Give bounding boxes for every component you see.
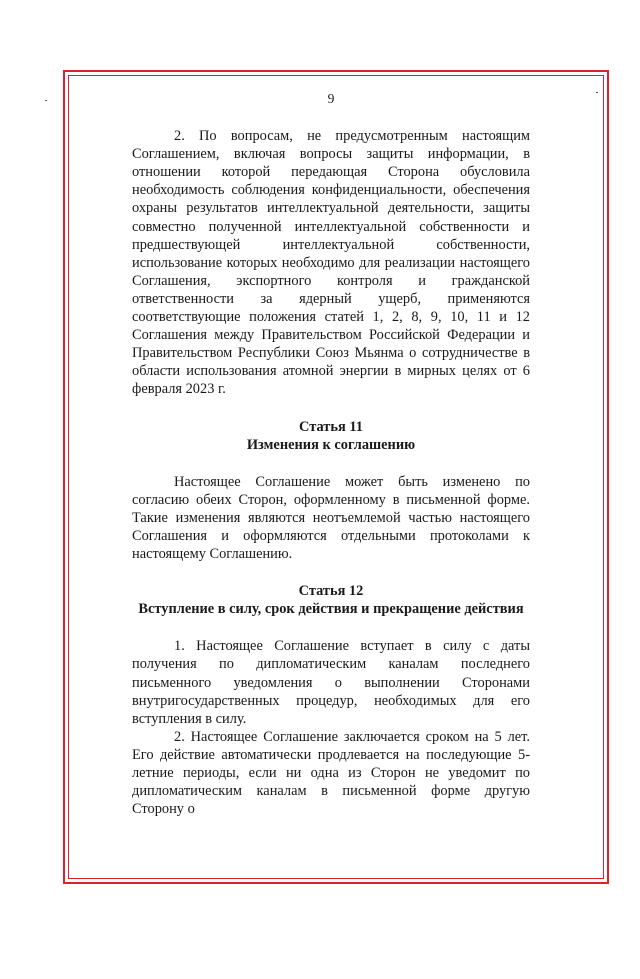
article-11-number: Статья 11	[299, 418, 363, 435]
article-12-title: Вступление в силу, срок действия и прекращение действия	[138, 601, 524, 618]
article-12-paragraph-2: 2. Настоящее Соглашение заключается сроком на 5 лет. Его действие автоматически продлевается на последующие 5-летние периоды, если ни одна из Сторон не уведомит по дипломатическим каналам в письменной форме другую Сторону о	[132, 728, 530, 818]
article-11-title: Изменения к соглашению	[246, 436, 416, 453]
document-body	[132, 90, 530, 818]
paragraph-2: 2. По вопросам, не предусмотренным настоящим Соглашением, включая вопросы защиты информации, в отношении которой передающая Сторона обусловила необходимость соблюдения конфиденциальности, обеспечения охраны результатов интеллектуальной деятельности, защиты совместно полученной интеллектуальной собственности и предшествующей интеллектуальной собственности, использование которых необходимо для реализации настоящего Соглашения, экспортного контроля и гражданской ответственности за ядерный ущерб, применяются соответствующие положения статей 1, 2, 8, 9, 10, 11 и 12 Соглашения между Правительством Российской Федерации и Правительством Республики Союз Мьянма о сотрудничестве в области использования атомной энергии в мирных целях от 6 февраля 2023 г.	[132, 128, 530, 398]
article-12-number: Статья 12	[298, 583, 364, 600]
article-11-text: Настоящее Соглашение может быть изменено по согласию обеих Сторон, оформленному в письменной форме. Такие изменения являются неотъемлемой частью настоящего Соглашения и оформляются отдельными протоколами к настоящему Соглашению.	[132, 473, 530, 563]
scan-speck	[596, 92, 598, 93]
article-12-paragraph-1: 1. Настоящее Соглашение вступает в силу с даты получения по дипломатическим каналам последнего письменного уведомления о выполнении Сторонами внутригосударственных процедур, необходимых для его вступления в силу.	[132, 638, 530, 727]
page-number: 9	[327, 91, 335, 106]
scan-speck	[45, 100, 47, 101]
